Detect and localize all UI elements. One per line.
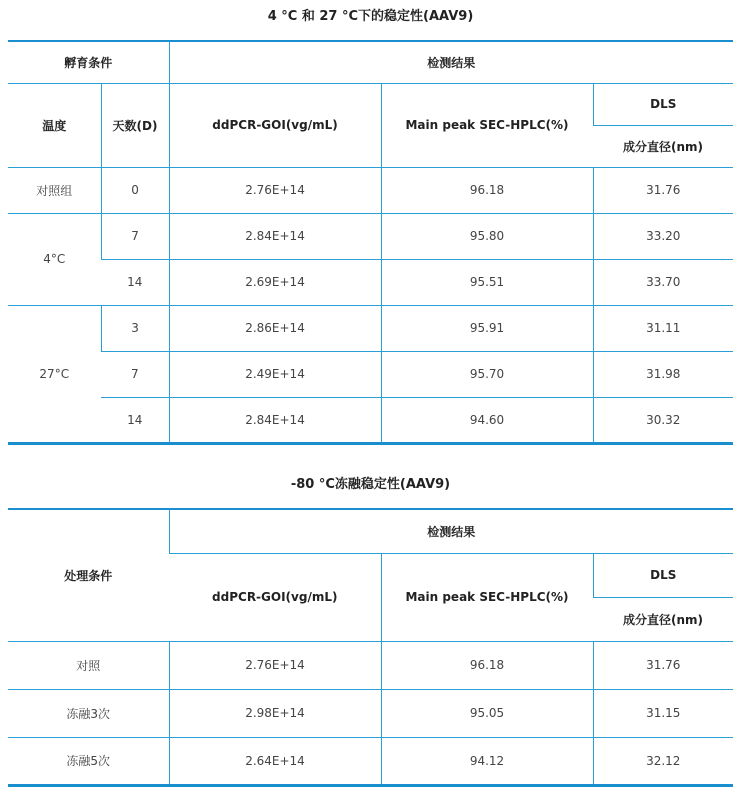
cell-sec: 95.51 bbox=[381, 259, 593, 305]
cell-ddpcr: 2.84E+14 bbox=[169, 397, 381, 443]
table-row bbox=[8, 351, 733, 397]
table2-title: -80 °C冻融稳定性(AAV9) bbox=[290, 477, 451, 492]
header-treatment: 处理条件 bbox=[8, 509, 169, 641]
cell-temp: 对照组 bbox=[8, 167, 101, 213]
cell-dls: 31.98 bbox=[593, 351, 733, 397]
header-temp: 温度 bbox=[8, 83, 101, 167]
header-incubation: 孵育条件 bbox=[8, 41, 169, 83]
cell-sec: 95.05 bbox=[381, 689, 593, 737]
cell-dls: 31.76 bbox=[593, 641, 733, 689]
table-row bbox=[8, 305, 733, 351]
header-ddpcr: ddPCR-GOI(vg/mL) bbox=[169, 553, 381, 641]
table-row bbox=[8, 397, 733, 443]
cell-dls: 31.15 bbox=[593, 689, 733, 737]
cell-temp: 4°C bbox=[8, 213, 101, 305]
cell-dls: 32.12 bbox=[593, 737, 733, 785]
table-row bbox=[8, 213, 733, 259]
header-dls: DLS bbox=[593, 553, 733, 597]
cell-sec: 94.60 bbox=[381, 397, 593, 443]
header-sec: Main peak SEC-HPLC(%) bbox=[381, 553, 593, 641]
cell-sec: 94.12 bbox=[381, 737, 593, 785]
table-row bbox=[8, 689, 733, 737]
cell-days: 7 bbox=[101, 213, 169, 259]
cell-ddpcr: 2.84E+14 bbox=[169, 213, 381, 259]
table-row bbox=[8, 641, 733, 689]
cell-condition: 冻融5次 bbox=[8, 737, 169, 785]
header-dls: DLS bbox=[593, 83, 733, 125]
table-row bbox=[8, 259, 733, 305]
cell-ddpcr: 2.64E+14 bbox=[169, 737, 381, 785]
table-row bbox=[8, 737, 733, 785]
cell-temp: 27°C bbox=[8, 305, 101, 443]
header-ddpcr: ddPCR-GOI(vg/mL) bbox=[169, 83, 381, 167]
cell-dls: 31.11 bbox=[593, 305, 733, 351]
freeze-thaw-table bbox=[8, 508, 733, 787]
stability-table-4c-27c bbox=[8, 40, 733, 445]
table1-title: 4 °C 和 27 °C下的稳定性(AAV9) bbox=[267, 9, 474, 24]
cell-sec: 96.18 bbox=[381, 641, 593, 689]
cell-ddpcr: 2.69E+14 bbox=[169, 259, 381, 305]
cell-ddpcr: 2.86E+14 bbox=[169, 305, 381, 351]
cell-days: 14 bbox=[101, 397, 169, 443]
cell-ddpcr: 2.76E+14 bbox=[169, 641, 381, 689]
cell-condition: 冻融3次 bbox=[8, 689, 169, 737]
cell-ddpcr: 2.76E+14 bbox=[169, 167, 381, 213]
cell-sec: 96.18 bbox=[381, 167, 593, 213]
cell-dls: 30.32 bbox=[593, 397, 733, 443]
cell-sec: 95.91 bbox=[381, 305, 593, 351]
header-diameter: 成分直径(nm) bbox=[593, 125, 733, 167]
header-results: 检测结果 bbox=[169, 509, 733, 553]
header-days: 天数(D) bbox=[101, 83, 169, 167]
header-results: 检测结果 bbox=[169, 41, 733, 83]
cell-dls: 33.70 bbox=[593, 259, 733, 305]
table-row bbox=[8, 167, 733, 213]
cell-days: 0 bbox=[101, 167, 169, 213]
cell-sec: 95.80 bbox=[381, 213, 593, 259]
cell-ddpcr: 2.98E+14 bbox=[169, 689, 381, 737]
header-diameter: 成分直径(nm) bbox=[593, 597, 733, 641]
cell-days: 14 bbox=[101, 259, 169, 305]
header-sec: Main peak SEC-HPLC(%) bbox=[381, 83, 593, 167]
cell-days: 3 bbox=[101, 305, 169, 351]
cell-days: 7 bbox=[101, 351, 169, 397]
cell-condition: 对照 bbox=[8, 641, 169, 689]
cell-ddpcr: 2.49E+14 bbox=[169, 351, 381, 397]
cell-dls: 33.20 bbox=[593, 213, 733, 259]
cell-dls: 31.76 bbox=[593, 167, 733, 213]
cell-sec: 95.70 bbox=[381, 351, 593, 397]
